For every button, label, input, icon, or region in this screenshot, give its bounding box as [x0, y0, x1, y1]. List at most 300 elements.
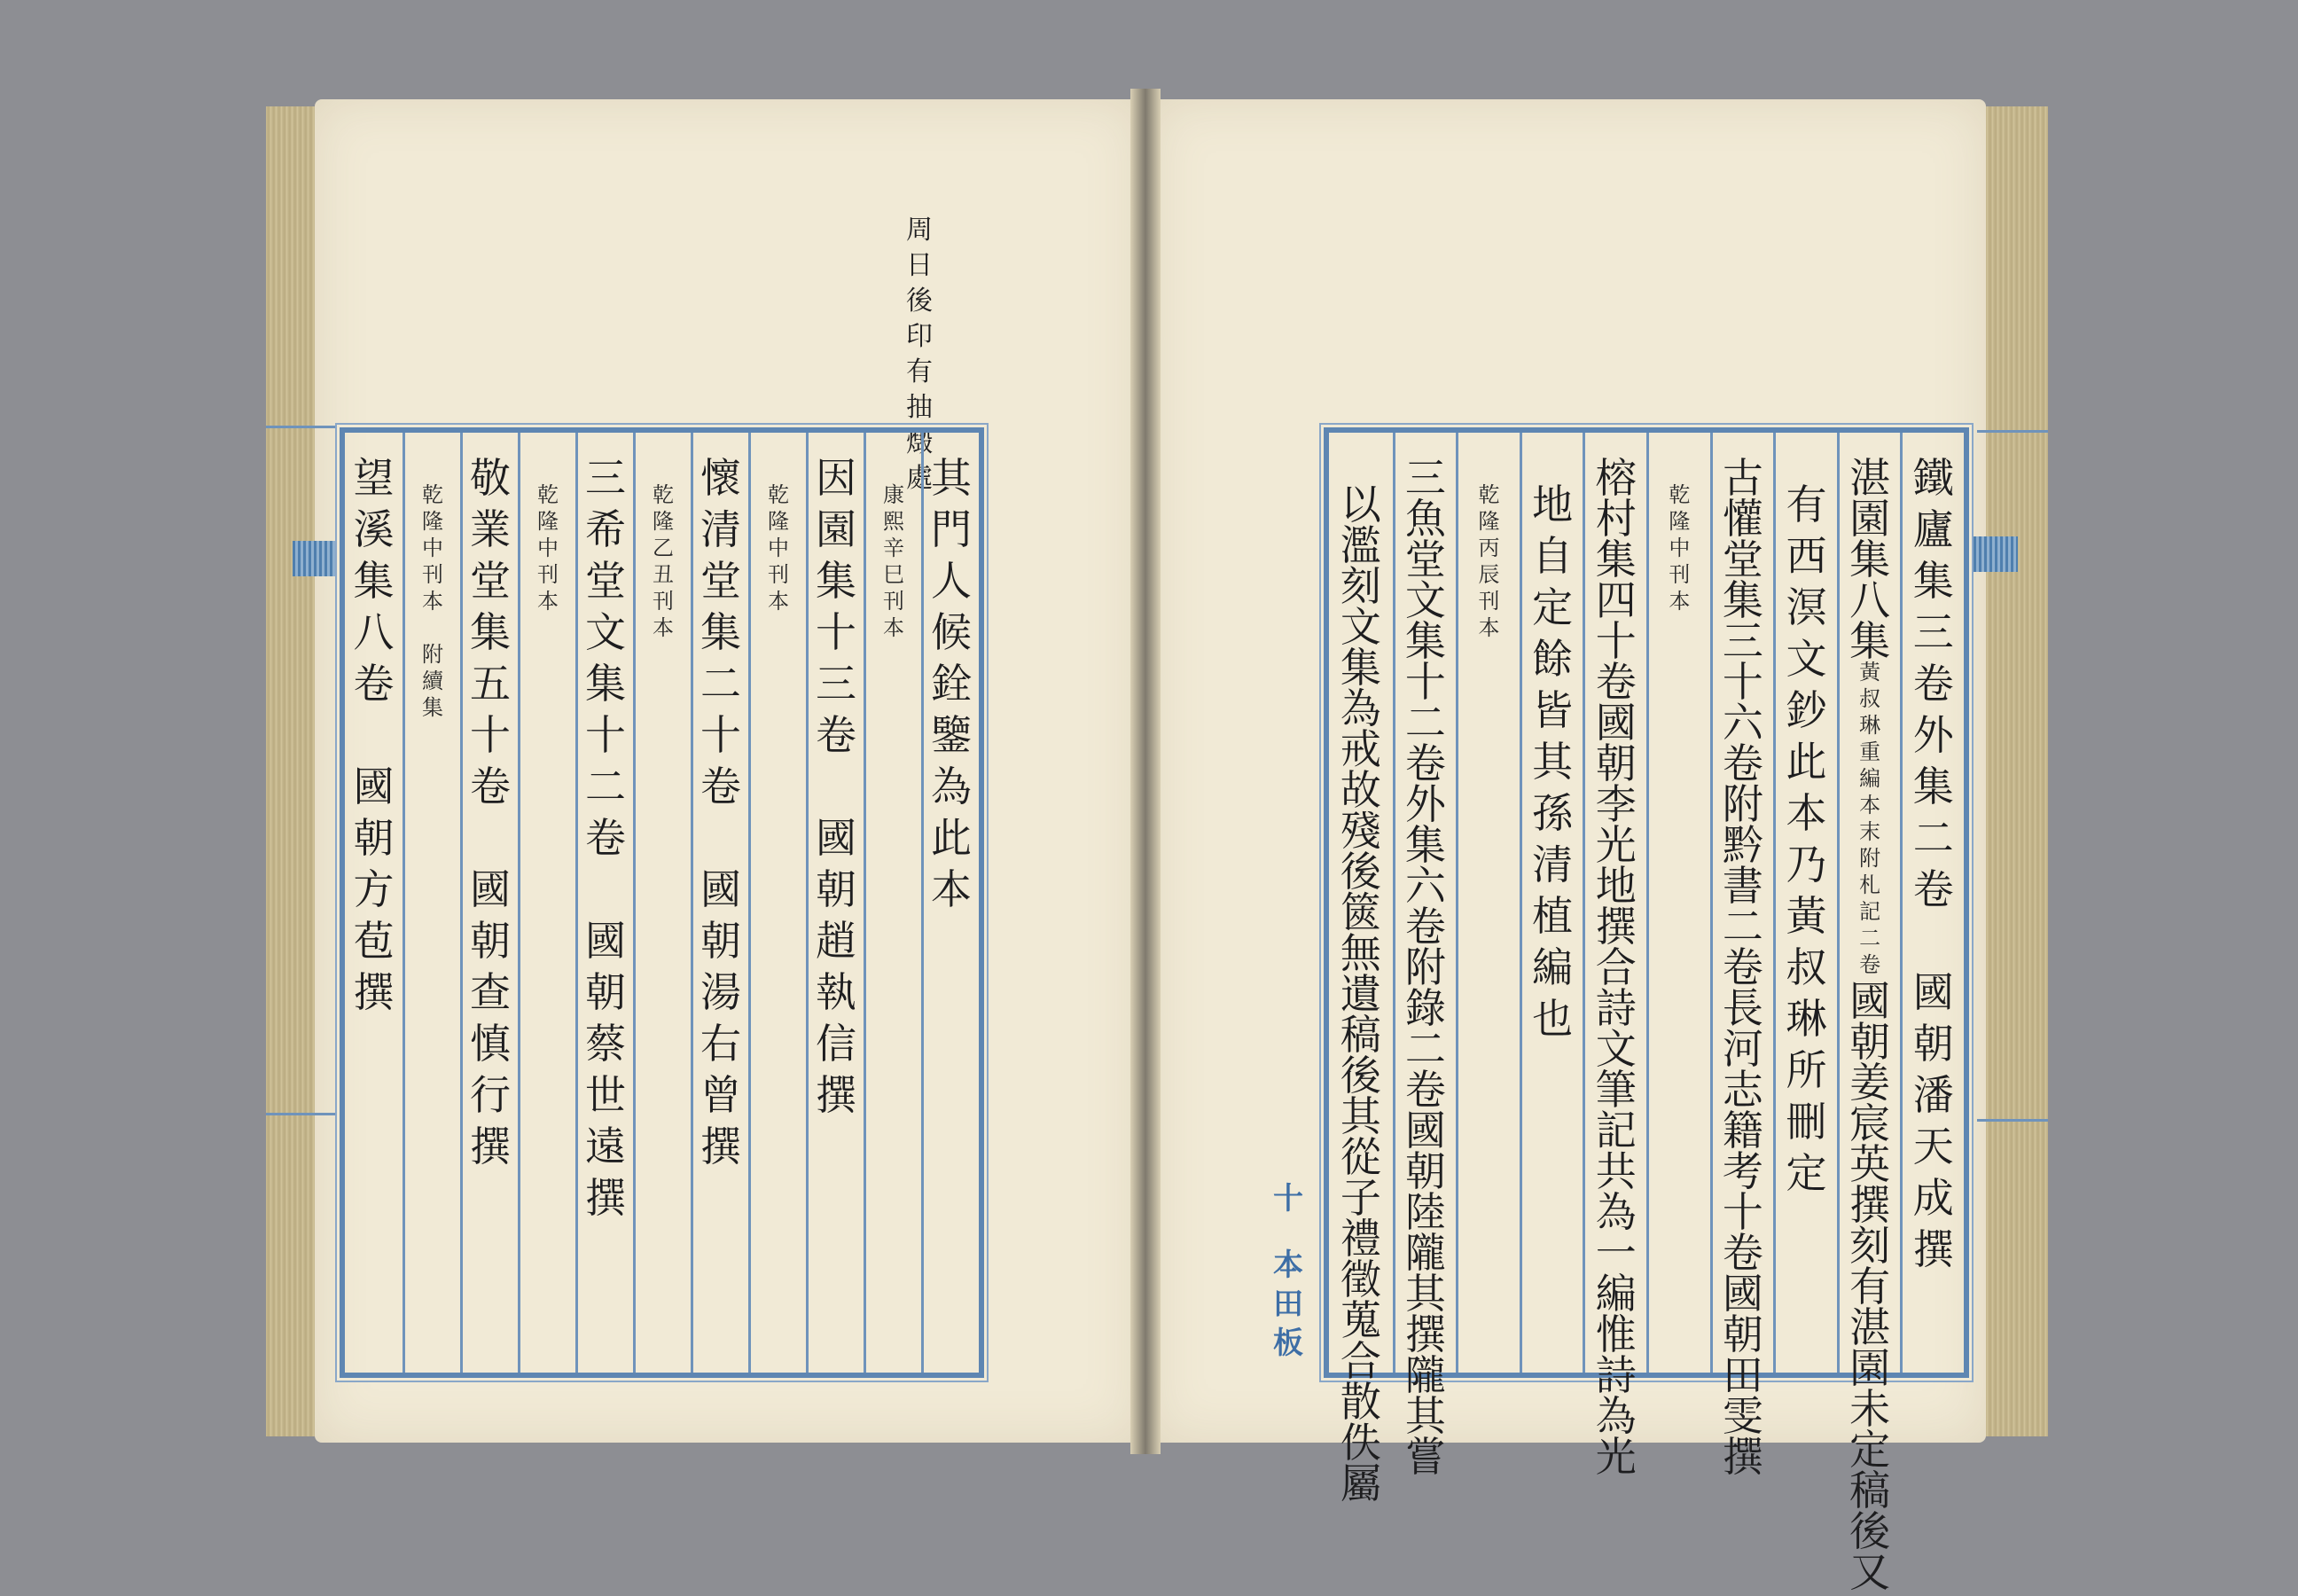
character: 清 [1532, 841, 1574, 888]
character: 植 [1532, 892, 1574, 940]
character: 散 [1340, 1378, 1381, 1426]
character: 後 [1340, 848, 1381, 896]
character: 方 [353, 865, 395, 913]
character: 二 [1912, 814, 1954, 862]
character: 長 [1722, 984, 1763, 1032]
character: 濫 [1340, 521, 1381, 569]
character: 處 [906, 463, 933, 494]
text-column [345, 433, 403, 1373]
left-text-frame [340, 427, 984, 1378]
character: 本 [883, 615, 904, 640]
character: 板 [1273, 1326, 1303, 1361]
character: 八 [353, 608, 395, 656]
character: 卷 [1404, 903, 1446, 951]
character: 集 [1404, 617, 1446, 665]
character: 國 [585, 917, 626, 965]
character: 乾 [1478, 482, 1500, 507]
character: 二 [1722, 903, 1763, 951]
character: 清 [700, 505, 741, 553]
character: 國 [1849, 977, 1891, 1025]
character: 巳 [883, 562, 904, 587]
character: 三 [1722, 617, 1763, 665]
publisher-mark [1266, 1250, 1310, 1367]
character: 餘 [1532, 635, 1574, 683]
character: 二 [700, 660, 741, 708]
character: 八 [1849, 576, 1891, 624]
character: 集 [1849, 536, 1891, 583]
character: 國 [700, 865, 741, 913]
character: 卷 [1722, 739, 1763, 787]
character: 查 [470, 968, 511, 1016]
character: 印 [906, 321, 933, 352]
character: 十 [585, 711, 626, 759]
text-column [1837, 433, 1901, 1596]
character: 此 [1786, 738, 1827, 786]
character: 國 [1722, 1270, 1763, 1318]
character: 叔 [1786, 943, 1827, 991]
character: 熙 [883, 509, 904, 534]
left-columns [345, 433, 979, 1373]
character: 為 [1340, 685, 1381, 732]
text-column [575, 433, 633, 1373]
character: 隴 [1404, 1351, 1446, 1399]
character: 業 [470, 505, 511, 553]
character: 琳 [1786, 995, 1827, 1043]
character: 筆 [1595, 1066, 1637, 1114]
character: 撰 [1404, 1310, 1446, 1358]
character: 刊 [1669, 562, 1691, 587]
book-gutter [1130, 89, 1161, 1454]
character: 二 [585, 763, 626, 810]
character: 光 [1595, 821, 1637, 869]
character: 定 [1532, 583, 1574, 631]
character: 禮 [1340, 1215, 1381, 1263]
character: 外 [1912, 711, 1954, 759]
character: 朝 [585, 968, 626, 1016]
character: 宸 [1849, 1099, 1891, 1147]
character: 朝 [700, 917, 741, 965]
character: 人 [931, 557, 972, 605]
character: 十 [1273, 1181, 1303, 1217]
character: 園 [1849, 495, 1891, 543]
character: 稿 [1340, 1011, 1381, 1059]
character: 刻 [1849, 1222, 1891, 1270]
character: 為 [1595, 1392, 1637, 1440]
character: 蔡 [585, 1020, 626, 1068]
character: 集 [470, 608, 511, 656]
character: 其 [931, 454, 972, 502]
character: 六 [1722, 699, 1763, 747]
character: 十 [816, 608, 856, 656]
character: 趙 [816, 917, 856, 965]
character: 鈔 [1786, 686, 1827, 734]
character: 定 [1786, 1149, 1827, 1197]
character: 周 [906, 215, 933, 246]
character: 天 [1912, 1123, 1954, 1170]
character: 六 [1404, 862, 1446, 910]
character: 丑 [653, 562, 674, 587]
character: 皆 [1532, 686, 1574, 734]
character: 一 [1595, 1229, 1637, 1277]
character: 篋 [1340, 888, 1381, 936]
character: 隆 [422, 509, 443, 534]
character: 田 [1273, 1287, 1303, 1322]
folio-number [1266, 1181, 1310, 1223]
left-page-edge [266, 106, 319, 1436]
character: 惟 [1595, 1310, 1637, 1358]
character: 稿 [1849, 1467, 1891, 1514]
character: 中 [537, 536, 559, 560]
character: 苞 [353, 917, 395, 965]
character: 國 [470, 865, 511, 913]
character: 詩 [1595, 1351, 1637, 1399]
character: 十 [1595, 617, 1637, 665]
character: 右 [700, 1020, 741, 1068]
character: 本 [1273, 1248, 1303, 1283]
character: 乙 [653, 536, 674, 560]
character: 因 [816, 454, 856, 502]
character: 故 [1340, 766, 1381, 814]
character: 西 [1786, 532, 1827, 580]
character: 抽 [906, 392, 933, 423]
character: 十 [470, 711, 511, 759]
character: 朝 [816, 865, 856, 913]
character: 三 [816, 660, 856, 708]
character: 琳 [1859, 713, 1881, 738]
character: 希 [585, 505, 626, 553]
character: 鑒 [931, 711, 972, 759]
character: 卷 [1722, 1229, 1763, 1277]
character: 乾 [537, 482, 559, 507]
character: 隆 [1669, 509, 1691, 534]
character: 懽 [1722, 495, 1763, 543]
character: 五 [470, 660, 511, 708]
character: 集 [1912, 557, 1954, 605]
character: 記 [1859, 899, 1881, 924]
character: 有 [1786, 481, 1827, 528]
character: 戒 [1340, 725, 1381, 773]
character: 本 [931, 865, 972, 913]
right-page-edge [1977, 106, 2048, 1436]
text-column [1710, 433, 1774, 1481]
character: 刊 [883, 589, 904, 614]
character: 卷 [470, 763, 511, 810]
character: 集 [1912, 763, 1954, 810]
character: 撰 [700, 1123, 741, 1170]
character: 乾 [422, 482, 443, 507]
character: 溪 [353, 505, 395, 553]
character: 孫 [1532, 789, 1574, 837]
character: 潘 [1912, 1071, 1954, 1119]
character: 撰 [585, 1174, 626, 1222]
character: 懷 [700, 454, 741, 502]
character: 湛 [1849, 454, 1891, 502]
character: 合 [1340, 1337, 1381, 1385]
character: 本 [1859, 793, 1881, 818]
left-binding-thread-bottom [266, 1113, 337, 1115]
character: 編 [1532, 943, 1574, 991]
character: 銓 [931, 660, 972, 708]
character: 其 [1340, 1092, 1381, 1140]
text-column [1329, 433, 1393, 1507]
character: 執 [816, 968, 856, 1016]
character: 末 [1859, 819, 1881, 844]
character: 行 [470, 1071, 511, 1119]
character: 志 [1722, 1066, 1763, 1114]
character: 刊 [768, 562, 789, 587]
character: 有 [1849, 1263, 1891, 1310]
character: 國 [1595, 699, 1637, 747]
character: 國 [353, 763, 395, 810]
inline-note [1859, 661, 1880, 981]
character: 辰 [1478, 562, 1500, 587]
character: 乾 [653, 482, 674, 507]
left-binding-thread-top [266, 426, 337, 428]
character: 國 [816, 814, 856, 862]
character: 辛 [883, 536, 904, 560]
character: 附 [422, 642, 443, 667]
character: 撰 [816, 1071, 856, 1119]
character: 世 [585, 1071, 626, 1119]
character: 後 [1849, 1507, 1891, 1555]
character: 日 [906, 250, 933, 281]
character: 中 [422, 536, 443, 560]
text-column [1520, 433, 1583, 1373]
right-binding-thread-bottom [1977, 1119, 2048, 1122]
character: 隆 [1478, 509, 1500, 534]
character: 敬 [470, 454, 511, 502]
character: 隆 [653, 509, 674, 534]
character: 後 [906, 286, 933, 317]
character: 文 [1340, 603, 1381, 651]
character: 湛 [1849, 1303, 1891, 1351]
right-text-frame [1324, 427, 1969, 1596]
character: 國 [1404, 1107, 1446, 1154]
character: 二 [1859, 926, 1881, 951]
text-column [864, 433, 921, 1373]
character: 堂 [470, 557, 511, 605]
character: 集 [422, 695, 443, 720]
character: 朝 [1849, 1018, 1891, 1066]
character: 湯 [700, 968, 741, 1016]
character: 魚 [1404, 495, 1446, 543]
character: 籍 [1722, 1107, 1763, 1154]
character: 附 [1859, 846, 1881, 871]
right-columns [1329, 433, 1964, 1596]
character: 集 [353, 557, 395, 605]
character: 集 [816, 557, 856, 605]
character: 書 [1722, 862, 1763, 910]
character: 卷 [1722, 943, 1763, 991]
character: 未 [1849, 1385, 1891, 1433]
character: 自 [1532, 532, 1574, 580]
character: 共 [1595, 1147, 1637, 1195]
character: 堂 [585, 557, 626, 605]
character: 屬 [1340, 1459, 1381, 1507]
character: 二 [1404, 699, 1446, 747]
character: 卷 [1859, 952, 1881, 977]
character: 朝 [1595, 739, 1637, 787]
character: 徵 [1340, 1256, 1381, 1303]
character: 無 [1340, 929, 1381, 977]
character: 刊 [537, 562, 559, 587]
character: 中 [1669, 536, 1691, 560]
character: 堂 [700, 557, 741, 605]
character: 撰 [1595, 903, 1637, 951]
character: 三 [585, 454, 626, 502]
character: 卷 [585, 814, 626, 862]
text-column [748, 433, 806, 1373]
character: 園 [1849, 1344, 1891, 1392]
character: 望 [353, 454, 395, 502]
character: 黃 [1786, 892, 1827, 940]
character: 刊 [422, 562, 443, 587]
character: 黔 [1722, 821, 1763, 869]
text-column [460, 433, 518, 1373]
character: 卷 [1912, 865, 1954, 913]
character: 朝 [1912, 1020, 1954, 1068]
character: 榕 [1595, 454, 1637, 502]
character: 又 [1849, 1548, 1891, 1596]
character: 四 [1595, 576, 1637, 624]
character: 燬 [906, 427, 933, 458]
character: 曾 [700, 1071, 741, 1119]
character: 叔 [1859, 686, 1881, 711]
character: 佚 [1340, 1419, 1381, 1467]
text-column [921, 433, 979, 1373]
character: 乾 [768, 482, 789, 507]
character: 其 [1532, 738, 1574, 786]
character: 合 [1595, 943, 1637, 991]
character: 文 [585, 608, 626, 656]
character: 卷 [1404, 739, 1446, 787]
character: 堂 [1722, 536, 1763, 583]
character: 英 [1849, 1140, 1891, 1188]
character: 卷 [1404, 1066, 1446, 1114]
character: 黃 [1859, 660, 1881, 685]
character: 雯 [1722, 1392, 1763, 1440]
character: 三 [1912, 608, 1954, 656]
character: 本 [1478, 615, 1500, 640]
character: 朝 [1722, 1310, 1763, 1358]
character: 外 [1404, 780, 1446, 828]
character: 朝 [353, 814, 395, 862]
character: 門 [931, 505, 972, 553]
character: 定 [1849, 1426, 1891, 1474]
character: 河 [1722, 1025, 1763, 1073]
text-column [633, 433, 691, 1373]
character: 卷 [1595, 658, 1637, 706]
character: 集 [1595, 536, 1637, 583]
character: 編 [1595, 1270, 1637, 1318]
character: 遺 [1340, 970, 1381, 1018]
character: 本 [653, 615, 674, 640]
character: 卷 [353, 660, 395, 708]
character: 撰 [1849, 1181, 1891, 1229]
character: 十 [1722, 1188, 1763, 1236]
character: 也 [1532, 995, 1574, 1043]
character: 堂 [1404, 536, 1446, 583]
character: 三 [1404, 454, 1446, 502]
character: 遠 [585, 1123, 626, 1170]
character: 撰 [1722, 1433, 1763, 1481]
character: 丙 [1478, 536, 1500, 560]
character: 地 [1595, 862, 1637, 910]
character: 本 [1669, 589, 1691, 614]
character: 集 [1849, 617, 1891, 665]
character: 陸 [1404, 1188, 1446, 1236]
character: 十 [1722, 658, 1763, 706]
character: 詩 [1595, 984, 1637, 1032]
character: 刪 [1786, 1098, 1827, 1146]
character: 為 [931, 763, 972, 810]
character: 以 [1340, 481, 1381, 528]
character: 十 [700, 711, 741, 759]
character: 乃 [1786, 841, 1827, 888]
right-binding-thread-top [1977, 430, 2048, 433]
character: 二 [1404, 1025, 1446, 1073]
character: 重 [1859, 739, 1881, 764]
text-column [806, 433, 864, 1373]
character: 刊 [653, 589, 674, 614]
character: 撰 [353, 968, 395, 1016]
character: 中 [768, 536, 789, 560]
character: 文 [1786, 635, 1827, 683]
right-bookmark-notch [1968, 536, 2018, 572]
character: 其 [1404, 1392, 1446, 1440]
text-column [1393, 433, 1457, 1481]
character: 本 [537, 589, 559, 614]
character: 成 [1912, 1174, 1954, 1222]
character: 刊 [1478, 589, 1500, 614]
character: 國 [1912, 968, 1954, 1016]
character: 隆 [537, 509, 559, 534]
character: 康 [883, 482, 904, 507]
text-column [1773, 433, 1837, 1373]
character: 嘗 [1404, 1433, 1446, 1481]
text-column [403, 433, 460, 1373]
character: 集 [1340, 644, 1381, 692]
character: 廬 [1912, 505, 1954, 553]
character: 撰 [1912, 1225, 1954, 1273]
character: 李 [1595, 780, 1637, 828]
text-column [1583, 433, 1646, 1481]
character: 候 [931, 608, 972, 656]
character: 記 [1595, 1107, 1637, 1154]
character: 殘 [1340, 807, 1381, 855]
character: 乾 [1669, 482, 1691, 507]
character: 鐵 [1912, 454, 1954, 502]
character: 集 [1722, 576, 1763, 624]
character: 後 [1340, 1052, 1381, 1099]
character: 古 [1722, 454, 1763, 502]
character: 卷 [816, 711, 856, 759]
character: 本 [1786, 789, 1827, 837]
character: 編 [1859, 766, 1881, 791]
character: 隆 [768, 509, 789, 534]
character: 錄 [1404, 984, 1446, 1032]
character: 園 [816, 505, 856, 553]
character: 蒐 [1340, 1296, 1381, 1344]
character: 隴 [1404, 1229, 1446, 1277]
character: 此 [931, 814, 972, 862]
character: 撰 [470, 1123, 511, 1170]
character: 其 [1404, 1270, 1446, 1318]
text-column [1900, 433, 1964, 1373]
character: 集 [585, 660, 626, 708]
character: 朝 [1404, 1147, 1446, 1195]
character: 續 [422, 669, 443, 693]
